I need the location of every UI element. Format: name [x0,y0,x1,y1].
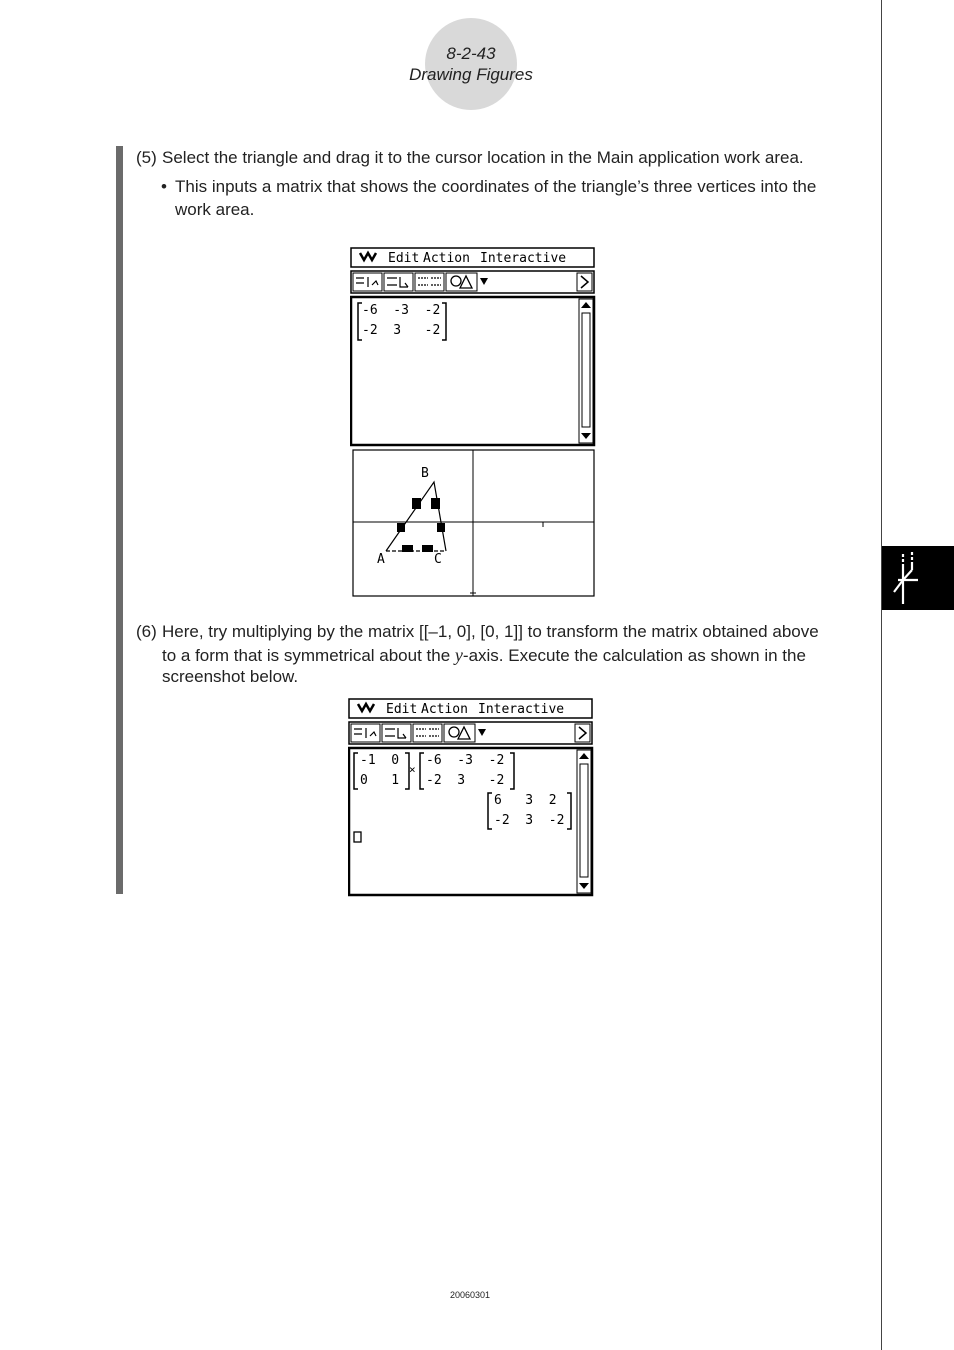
chapter-tab [882,546,954,610]
assign-icon[interactable] [415,273,444,291]
step-6-line-2: to a form that is symmetrical about the y-axis. Execute the calculation as shown in the [162,645,806,665]
menu-interactive[interactable]: Interactive [480,251,567,266]
left-matrix-row-1: -1 0 [360,753,400,768]
selection-handle[interactable] [437,523,445,532]
menu-action[interactable]: Action [421,702,468,717]
derivative-icon[interactable] [384,273,413,291]
step-6-line-1: Here, try multiplying by the matrix [[–1, 0], [0, 1]] to transform the matrix obtained above [162,622,819,641]
calculator-screen-1 [350,247,596,599]
menu-interactive[interactable]: Interactive [478,702,565,717]
step-5-bullet-line-1: This inputs a matrix that shows the coordinates of the triangle’s three vertices into the [175,177,817,196]
left-change-bar [116,146,123,894]
section-title: Drawing Figures [409,65,533,84]
selection-handle[interactable] [431,498,440,509]
menu-edit[interactable]: Edit [386,702,418,717]
geometry-app-icon [882,546,954,610]
page-number: 8-2-43 [446,44,496,63]
right-matrix-row-1: -6 -3 -2 [426,753,505,768]
vertex-label-b: B [421,466,429,481]
selection-handle[interactable] [402,545,413,552]
times-sign: × [409,763,416,776]
menu-edit[interactable]: Edit [388,251,420,266]
scroll-thumb[interactable] [582,313,590,427]
left-matrix-row-2: 0 1 [360,773,400,788]
toolbar-next-icon[interactable] [575,724,590,742]
result-matrix-row-2: -2 3 -2 [494,813,565,828]
selection-handle[interactable] [412,498,421,509]
bullet-mark: • [161,177,167,196]
matrix-row-2: -2 3 -2 [362,323,441,338]
vertex-label-c: C [434,552,442,567]
input-cursor[interactable] [354,832,361,842]
right-margin-rule [881,0,882,1350]
selection-handle[interactable] [422,545,433,552]
step-5-bullet-line-2: work area. [175,200,255,219]
result-matrix-row-1: 6 3 2 [494,793,557,808]
assign-icon[interactable] [413,724,442,742]
step-6-line-3: screenshot below. [162,667,299,686]
vertex-label-a: A [377,552,385,567]
toolbar-next-icon[interactable] [577,273,592,291]
matrix-row-1: -6 -3 -2 [362,303,441,318]
work-area[interactable] [351,297,594,445]
derivative-icon[interactable] [382,724,411,742]
header-circle [425,18,517,110]
step-6-number: (6) [136,622,157,641]
menu-action[interactable]: Action [423,251,470,266]
calculator-screen-2 [348,698,594,898]
step-5-number: (5) [136,148,157,167]
scroll-thumb[interactable] [580,764,588,877]
footer-code: 20060301 [449,1290,491,1300]
selection-handle[interactable] [397,523,405,532]
right-matrix-row-2: -2 3 -2 [426,773,505,788]
step-5-text: Select the triangle and drag it to the cursor location in the Main application work area. [162,148,804,167]
